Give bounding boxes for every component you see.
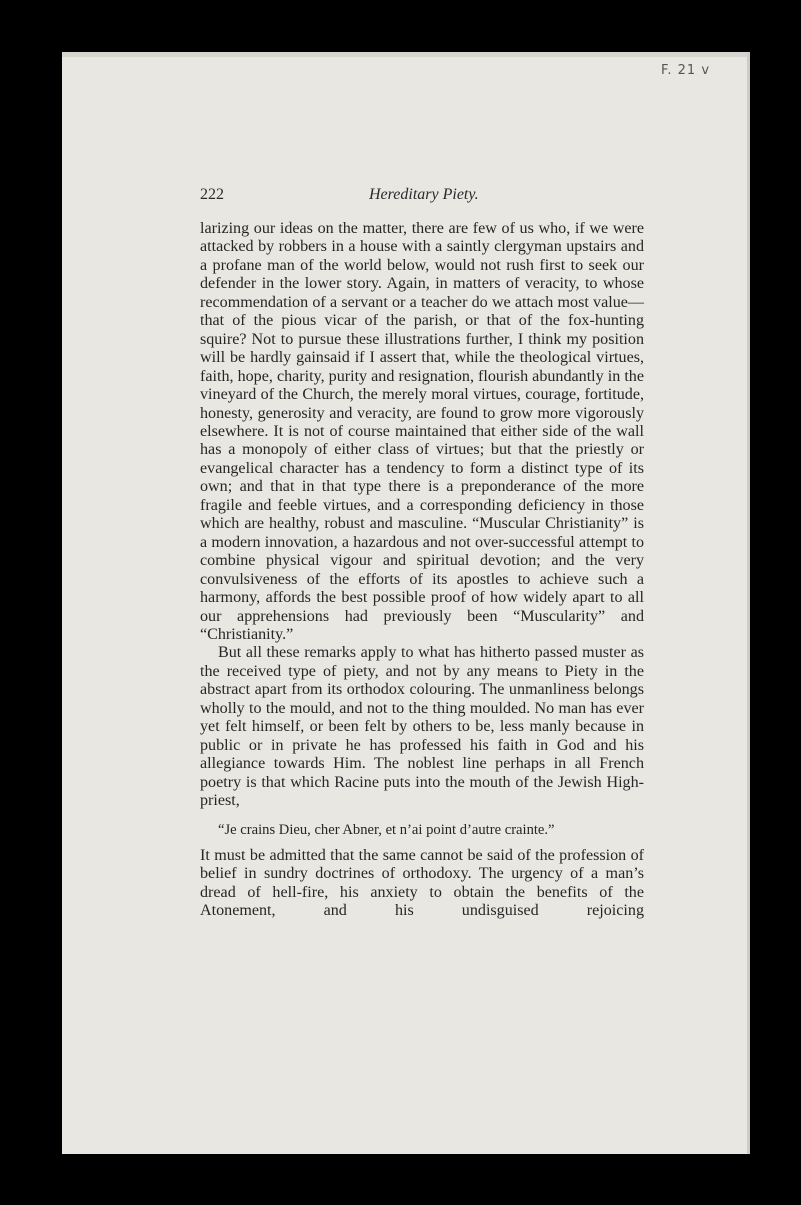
page-header [62,186,750,206]
page-right-edge [747,52,750,1154]
paragraph-2: But all these remarks apply to what has hitherto passed muster as the received type of piety, and not by any means to Piety in the abstract apart from its orthodox colouring. The unmanliness belongs wholly to the mould, and not to the thing moulded. No man has ever yet felt himself, or been felt by others to be, less manly because in public or in private he has professed his faith in God and his allegiance towards Him. The noblest line perhaps in all French poetry is that which Racine puts into the mouth of the Jewish High-priest, [200,644,644,810]
quotation-racine: “Je crains Dieu, cher Abner, et n’ai point d’autre crainte.” [218,821,555,838]
running-title: Hereditary Piety. [369,186,479,203]
book-page [62,52,750,1154]
body-text [200,220,644,921]
paragraph-3: It must be admitted that the same cannot be said of the profession of belief in sundry doctrines of orthodoxy. The urgency of a man’s dread of hell-fire, his anxiety to obtain the benefits of the Atonement, and his undisguised rejoicing [200,846,644,920]
shelfmark-annotation: F. 21 v [661,63,711,78]
page-top-edge [62,52,750,57]
paragraph-1: larizing our ideas on the matter, there are few of us who, if we were attacked by robbers in a house with a saintly clergyman upstairs and a profane man of the world below, would not rush first to seek our defender in the lower story. Again, in matters of veracity, to whose recommendation of a servant or a teacher do we attach most value—that of the pious vicar of the parish, or that of the fox-hunting squire? Not to pursue these illustrations further, I think my position will be hardly gainsaid if I assert that, while the theological virtues, faith, hope, charity, purity and resignation, flourish abundantly in the vineyard of the Church, the merely moral virtues, courage, fortitude, honesty, generosity and veracity, are found to grow more vigorously elsewhere. It is not of course maintained that either side of the wall has a monopoly of either class of virtues; but that the priestly or evangelical character has a tendency to form a distinct type of its own; and that in that type there is a preponderance of the more fragile and feeble virtues, and a corresponding deficiency in those which are healthy, robust and masculine. “Muscular Christianity” is a modern innovation, a hazardous and not over-successful attempt to combine physical vigour and spiritual devotion; and the very convulsiveness of the efforts of its apostles to achieve such a harmony, affords the best possible proof of how widely apart to all our apprehensions had previously been “Muscularity” and “Christianity.” [200,220,644,643]
page-number: 222 [200,186,224,203]
